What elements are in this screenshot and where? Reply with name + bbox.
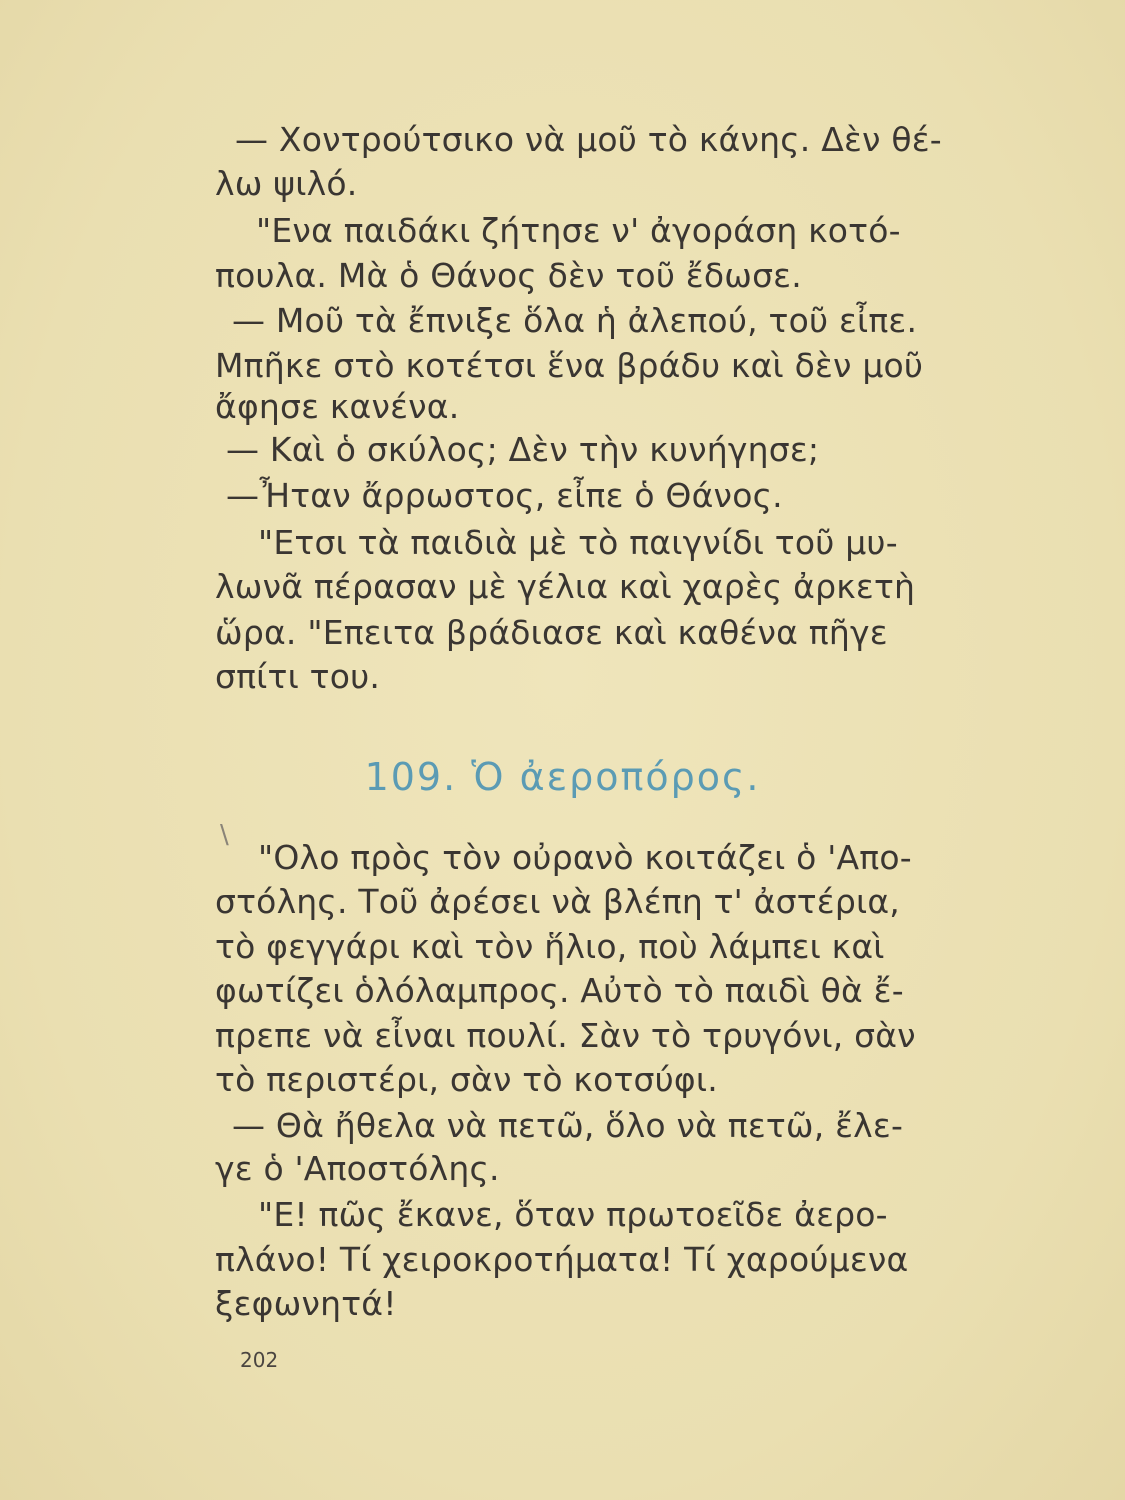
text-line-17: φωτίζει ὁλόλαμπρος. Αὐτὸ τὸ παιδὶ θὰ ἔ- [215, 971, 904, 1010]
text-line-11: λωνᾶ πέρασαν μὲ γέλια καὶ χαρὲς ἀρκετὴ [215, 567, 916, 606]
text-line-24: ξεφωνητά! [215, 1284, 397, 1323]
text-line-8: — Καὶ ὁ σκύλος; Δὲν τὴν κυνήγησε; [226, 430, 820, 469]
section-heading: 109. Ὁ ἀεροπόρος. [364, 755, 761, 799]
text-line-16: τὸ φεγγάρι καὶ τὸν ἥλιο, ποὺ λάμπει καὶ [215, 927, 885, 966]
text-line-6: Μπῆκε στὸ κοτέτσι ἕνα βράδυ καὶ δὲν μοῦ [215, 346, 924, 385]
text-line-7: ἄφησε κανένα. [215, 387, 460, 426]
text-line-18: πρεπε νὰ εἶναι πουλί. Σὰν τὸ τρυγόνι, σὰν [215, 1016, 916, 1055]
text-line-1: — Χοντρούτσικο νὰ μοῦ τὸ κάνης. Δὲν θέ- [235, 120, 942, 159]
text-line-12: ὥρα. "Επειτα βράδιασε καὶ καθένα πῆγε [215, 613, 888, 652]
page-number: 202 [240, 1348, 279, 1372]
text-line-5: — Μοῦ τὰ ἔπνιξε ὅλα ἡ ἀλεπού, τοῦ εἶπε. [232, 301, 918, 340]
text-line-19: τὸ περιστέρι, σὰν τὸ κοτσύφι. [215, 1060, 718, 1099]
text-line-2: λω ψιλό. [215, 164, 358, 203]
text-line-20: — Θὰ ἤθελα νὰ πετῶ, ὅλο νὰ πετῶ, ἔλε- [232, 1106, 904, 1145]
text-line-23: πλάνο! Τί χειροκροτήματα! Τί χαρούμενα [215, 1240, 909, 1279]
text-line-22: "Ε! πῶς ἔκανε, ὅταν πρωτοεῖδε ἀερο- [258, 1195, 888, 1234]
text-line-4: πουλα. Μὰ ὁ Θάνος δὲν τοῦ ἔδωσε. [215, 256, 802, 295]
text-line-13: σπίτι του. [215, 657, 381, 696]
text-line-14: "Ολο πρὸς τὸν οὐρανὸ κοιτάζει ὁ 'Απο- [258, 838, 912, 877]
text-line-15: στόλης. Τοῦ ἀρέσει νὰ βλέπη τ' ἀστέρια, [215, 882, 900, 921]
text-line-3: "Ενα παιδάκι ζήτησε ν' ἀγοράση κοτό- [256, 211, 901, 250]
pencil-check-mark: \ [220, 820, 229, 850]
text-line-10: "Ετσι τὰ παιδιὰ μὲ τὸ παιγνίδι τοῦ μυ- [258, 523, 898, 562]
text-line-21: γε ὁ 'Αποστόλης. [215, 1149, 500, 1188]
text-line-9: —Ἦταν ἄρρωστος, εἶπε ὁ Θάνος. [226, 476, 783, 515]
